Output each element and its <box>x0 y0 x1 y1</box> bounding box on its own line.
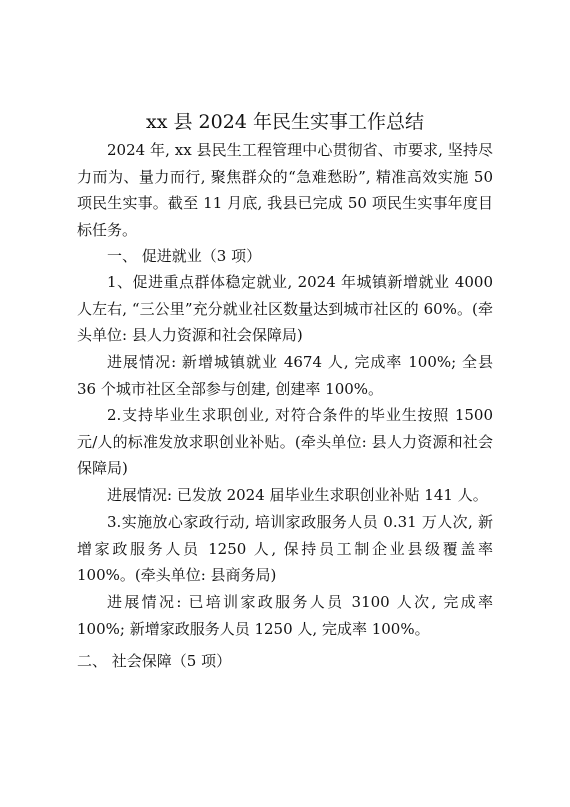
item-paragraph-2: 2.支持毕业生求职创业, 对符合条件的毕业生按照 1500 元/人的标准发放求职创业补贴。(牵头单位: 县人力资源和社会保障局) <box>77 406 493 477</box>
intro-paragraph: 2024 年, xx 县民生工程管理中心贯彻省、市要求, 坚持尽力而为、量力而行, 聚焦群众的“急难愁盼”, 精准高效实施 50 项民生实事。截至 11 月底, 我县已完成 50 项民生实事年度目标任务。 <box>77 141 493 239</box>
document-title: xx 县 2024 年民生实事工作总结 <box>146 111 424 133</box>
section-heading-employment: 一、 促进就业（3 项） <box>107 247 262 265</box>
item-paragraph-1: 1、促进重点群体稳定就业, 2024 年城镇新增就业 4000 人左右, “三公里”充分就业社区数量达到城市社区的 60%。(牵头单位: 县人力资源和社会保障局) <box>77 273 493 344</box>
progress-paragraph-2: 进展情况: 已发放 2024 届毕业生求职创业补贴 141 人。 <box>107 486 488 504</box>
item-paragraph-3: 3.实施放心家政行动, 培训家政服务人员 0.31 万人次, 新增家政服务人员 1250 人, 保持员工制企业县级覆盖率 100%。(牵头单位: 县商务局) <box>77 513 493 584</box>
progress-paragraph-3: 进展情况: 已培训家政服务人员 3100 人次, 完成率 100%; 新增家政服务人员 1250 人, 完成率 100%。 <box>77 593 493 638</box>
section-heading-social-security: 二、 社会保障（5 项） <box>77 652 232 670</box>
progress-paragraph-1: 进展情况: 新增城镇就业 4674 人, 完成率 100%; 全县 36 个城市社区全部参与创建, 创建率 100%。 <box>77 353 493 398</box>
